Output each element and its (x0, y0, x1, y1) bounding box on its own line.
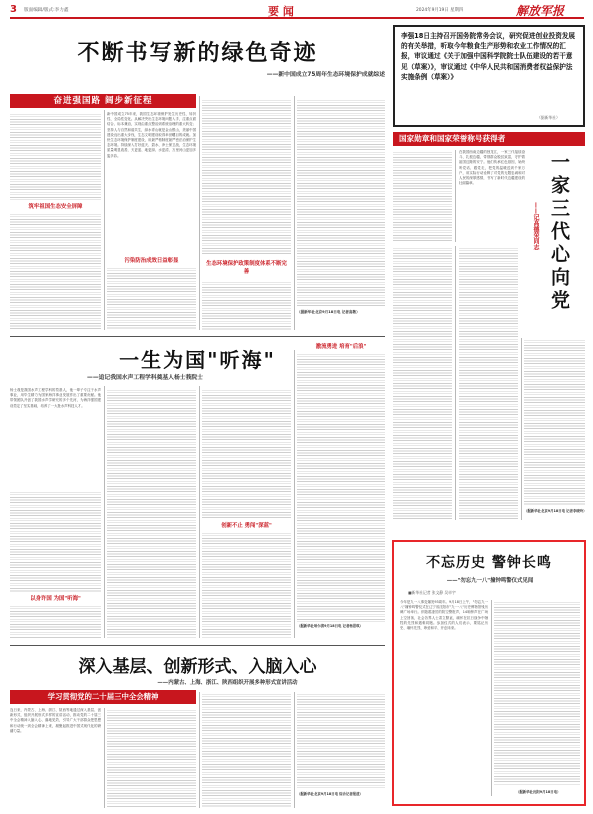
subhead: 以身许国 为国"听海" (30, 596, 81, 602)
article-grassroots (10, 648, 385, 810)
text-block (297, 98, 385, 306)
body-text: 在我国西南边疆的独龙江，一家三代接续奋斗、扎根边疆，带领群众脱贫致富，守护着祖国边陲的安宁。他们传承红色基因，始终听党话、跟党走，把党的温暖送到千家万户，用实际行动诠释了对党的无限忠诚和对人民的深厚感情，书写了新时代边疆建设的壮丽篇章。 (459, 150, 525, 186)
text-block (107, 708, 196, 808)
text-block (202, 388, 291, 518)
column-rule (104, 708, 105, 808)
text-block (202, 531, 291, 638)
article-never-forget (392, 540, 586, 806)
column-rule (294, 350, 295, 638)
text-block (524, 338, 585, 506)
state-council-notice (393, 25, 585, 127)
article-listening-sea (10, 340, 385, 640)
body-text: 新中国成立75年来，我国生态环境保护发生历史性、转折性、全局性变化。从解决突出生态环境问题入手，注重点面结合、标本兼治，实现由重点整治到系统治理的重大转变；坚持人与自然和谐共生，绿水青山就是金山银山，美丽中国建设迈出重大步伐，生态文明建设取得举世瞩目的成就。加快生态环境保护制度建设，用最严格制度最严密法治保护生态环境。持续深入打好蓝天、碧水、净土保卫战，生态环境质量明显改善，天更蓝、地更绿、水更清，万里河山更加多姿多彩。 (107, 112, 196, 158)
text-block (297, 352, 385, 622)
text-block (107, 266, 196, 330)
column-4 (297, 96, 385, 330)
page-number: 3 (10, 4, 17, 15)
honor-band: 国家勋章和国家荣誉称号获得者 (393, 132, 585, 146)
column-rule (455, 150, 456, 242)
subhead: 筑牢祖国生态安全屏障 (28, 204, 83, 210)
text-block (10, 490, 101, 592)
subhead: 激流勇进 培育"后浪" (315, 344, 367, 350)
article-title: 一生为国"听海" (119, 348, 276, 372)
text-block (297, 692, 385, 790)
column-2 (107, 110, 196, 330)
text-block (10, 604, 101, 638)
article-family (393, 132, 585, 524)
byline: （据新华社哈尔滨9月18日电 记者杨思琪） (297, 624, 363, 628)
article-subtitle: ——"勿忘九一八"撞钟鸣警仪式见闻 (446, 578, 534, 584)
article-green-miracle (10, 22, 385, 334)
section-label: 要 闻 (268, 5, 294, 18)
column-rule (104, 110, 105, 330)
column-1 (10, 386, 101, 638)
article-subtitle: ——新中国成立75周年生态环境保护成就综述 (266, 72, 385, 78)
newspaper-logo: 解放军报 (516, 4, 565, 18)
section-rule (10, 336, 385, 337)
subhead: 创新不止 勇闯"深蓝" (221, 523, 272, 529)
subhead: 生态环境保护政策制度体系不断完善 (206, 261, 287, 275)
text-block (107, 388, 196, 638)
text-block (459, 246, 518, 520)
column-3 (202, 96, 291, 330)
subhead: 污染防治成效日益彰显 (124, 258, 179, 264)
editor-label: 版面编辑/版式:李力鑫 (24, 8, 69, 13)
article-subtitle: ——追记我国水声工程学科奠基人杨士莪院士 (87, 375, 203, 381)
column-band: 奋进强国路 阔步新征程 (10, 94, 196, 108)
column-rule (199, 96, 200, 330)
text-block (202, 98, 291, 256)
article-title: 不断书写新的绿色奇迹 (77, 41, 318, 66)
text-block (393, 150, 452, 242)
column-rule (199, 692, 200, 808)
column-rule (294, 96, 295, 330)
issue-date: 2024年9月19日 星期四 (416, 8, 464, 13)
column-rule (294, 692, 295, 808)
article-title: 深入基层、创新形式、入脑入心 (78, 657, 317, 677)
notice-body: 李强18日主持召开国务院常务会议，研究促进创业投资发展的有关举措，听取今年粮食生产形势和农业工作情况的汇报，审议通过《关于加强中国科学院院士队伍建设的若干意见（草案）》，审议通过《中华人民共和国消费者权益保护法实施条例（草案）》 (401, 32, 576, 81)
column-band: 学习贯彻党的二十届三中全会精神 (10, 690, 196, 704)
column-rule (104, 386, 105, 638)
column-3 (202, 386, 291, 638)
body-text: 连日来，内蒙古、上海、浙江、陕西等地通过深入基层、创新形式，组织开展形式多样的宣讲活动，推动党的二十届三中全会精神入脑入心、落地见效，引导广大干部群众把思想和行动统一到全会精神上来，凝聚起推进中国式现代化的磅礴力量。 (10, 708, 101, 733)
body-text: 杨士莪是我国水声工程学科的奠基人，他一辈子专注于水声事业，用毕生精力为国家海洋事业发展作出了重要贡献。他带领团队开创了我国水声学研究的多个先河，为海洋强国建设奠定了坚实基础，培养了一大批水声科技人才。 (10, 388, 101, 408)
column-rule (199, 386, 200, 638)
page-header (10, 3, 584, 19)
article-subtitle: ——内蒙古、上海、浙江、陕西组织开展多种形式宣讲活动 (157, 680, 298, 686)
notice-source: （据新华社） (537, 115, 560, 120)
column-rule (491, 600, 492, 796)
byline: （据新华社北京9月18日电 综合记者报道） (297, 792, 363, 796)
text-block (10, 112, 101, 200)
text-block (393, 246, 452, 520)
vertical-title: 一家三代心向党 (548, 152, 570, 313)
column-rule (455, 246, 456, 520)
text-block (202, 280, 291, 330)
byline: （据新华社北京9月18日电 记者高敬） (297, 310, 360, 314)
text-block (10, 212, 101, 330)
column-rule (521, 338, 522, 520)
text-block (202, 692, 291, 808)
photo-credit: ■新华社记者 张文静 吴卓宇 (408, 590, 456, 595)
body-text: 今年是九一八事变爆发93周年。9月18日上午，"勿忘九一八"撞钟鸣警仪式在辽宁省沈阳市"九·一八"历史博物馆残历碑广场举行。伴随着凄厉的防空警报声，14响钟声在广场上空回荡，社会各界人士肃立默哀，缅怀在抗日战争中牺牲的先烈和遇难同胞。参加仪式的人们表示，要铭记历史、缅怀先烈、珍爱和平、开创未来。 (400, 600, 488, 631)
section-rule (10, 645, 385, 646)
byline: （据新华社沈阳9月18日电） (516, 790, 561, 794)
byline: （据新华社北京9月18日电 记者李晓玲） (524, 509, 587, 513)
vertical-subtitle: ——记高德荣同志 (532, 202, 539, 250)
column-1 (10, 110, 101, 330)
text-block (494, 600, 580, 786)
column-4 (297, 342, 385, 638)
article-title: 不忘历史 警钟长鸣 (426, 555, 552, 571)
